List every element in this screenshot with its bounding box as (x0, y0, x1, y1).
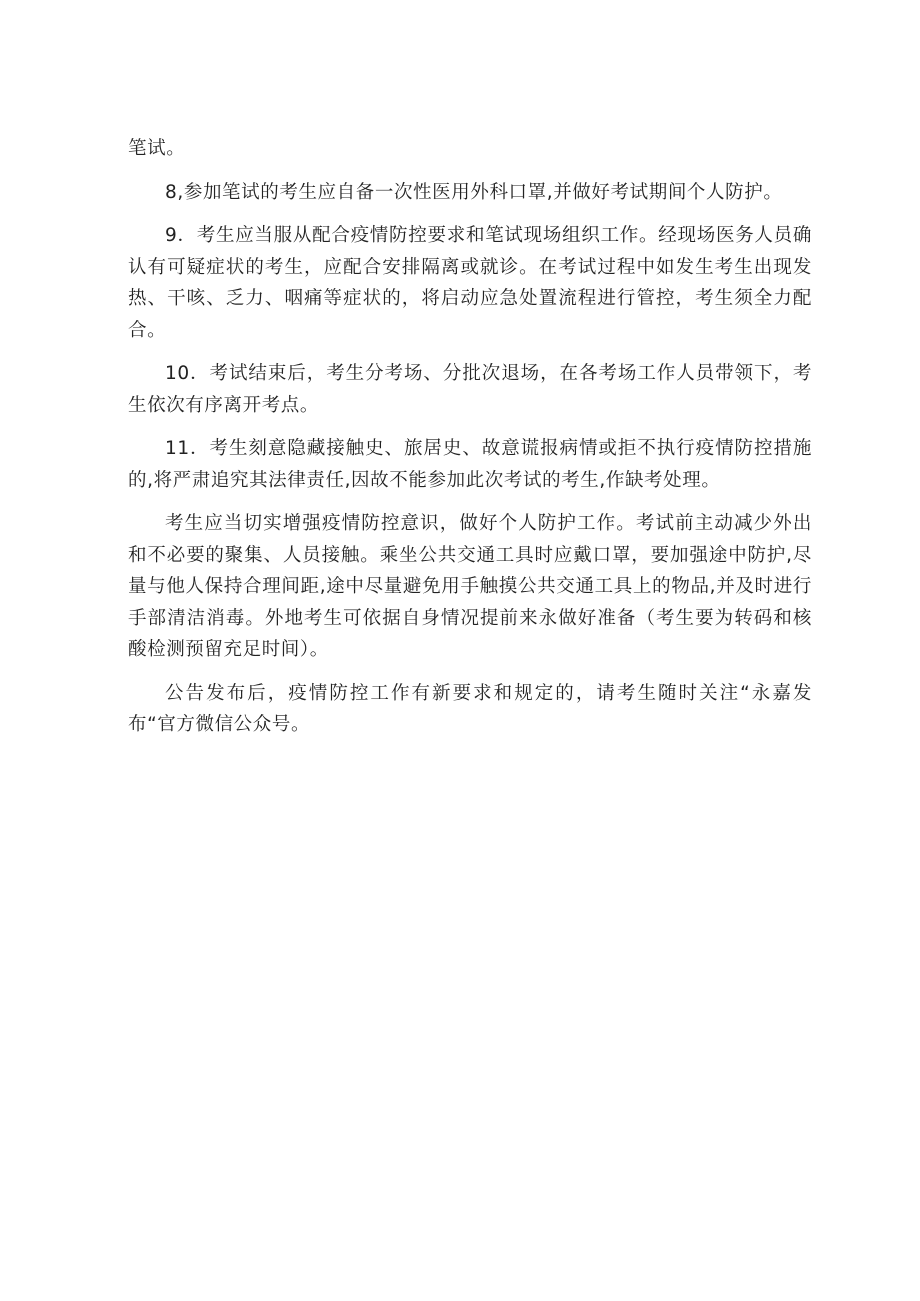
paragraph-notice: 公告发布后，疫情防控工作有新要求和规定的，请考生随时关注“永嘉发布“官方微信公众号。 (128, 682, 812, 735)
paragraph-item-8: 8,参加笔试的考生应自备一次性医用外科口罩,并做好考试期间个人防护。 (165, 181, 783, 203)
paragraph-continuation: 笔试。 (128, 138, 186, 159)
paragraph-reminder: 考生应当切实增强疫情防控意识，做好个人防护工作。考试前主动减少外出和不必要的聚集、人员接触。乘坐公共交通工具时应戴口罩，要加强途中防护,尽量与他人保持合理间距,途中尽量避免用手触摸公共交通工具上的物品,并及时进行手部清洁消毒。外地考生可依据自身情况提前来永做好准备（考生要为转码和核酸检测预留充足时间）。 (128, 513, 812, 660)
document-body (128, 133, 812, 753)
paragraph-item-9: 9．考生应当服从配合疫情防控要求和笔试现场组织工作。经现场医务人员确认有可疑症状的考生，应配合安排隔离或就诊。在考试过程中如发生考生出现发热、干咳、乏力、咽痛等症状的，将启动应急处置流程进行管控，考生须全力配合。 (128, 225, 812, 341)
paragraph-item-11: 11．考生刻意隐藏接触史、旅居史、故意谎报病情或拒不执行疫情防控措施的,将严肃追究其法律责任,因故不能参加此次考试的考生,作缺考处理。 (128, 438, 812, 491)
paragraph-item-10: 10．考试结束后，考生分考场、分批次退场，在各考场工作人员带领下，考生依次有序离开考点。 (128, 363, 812, 416)
